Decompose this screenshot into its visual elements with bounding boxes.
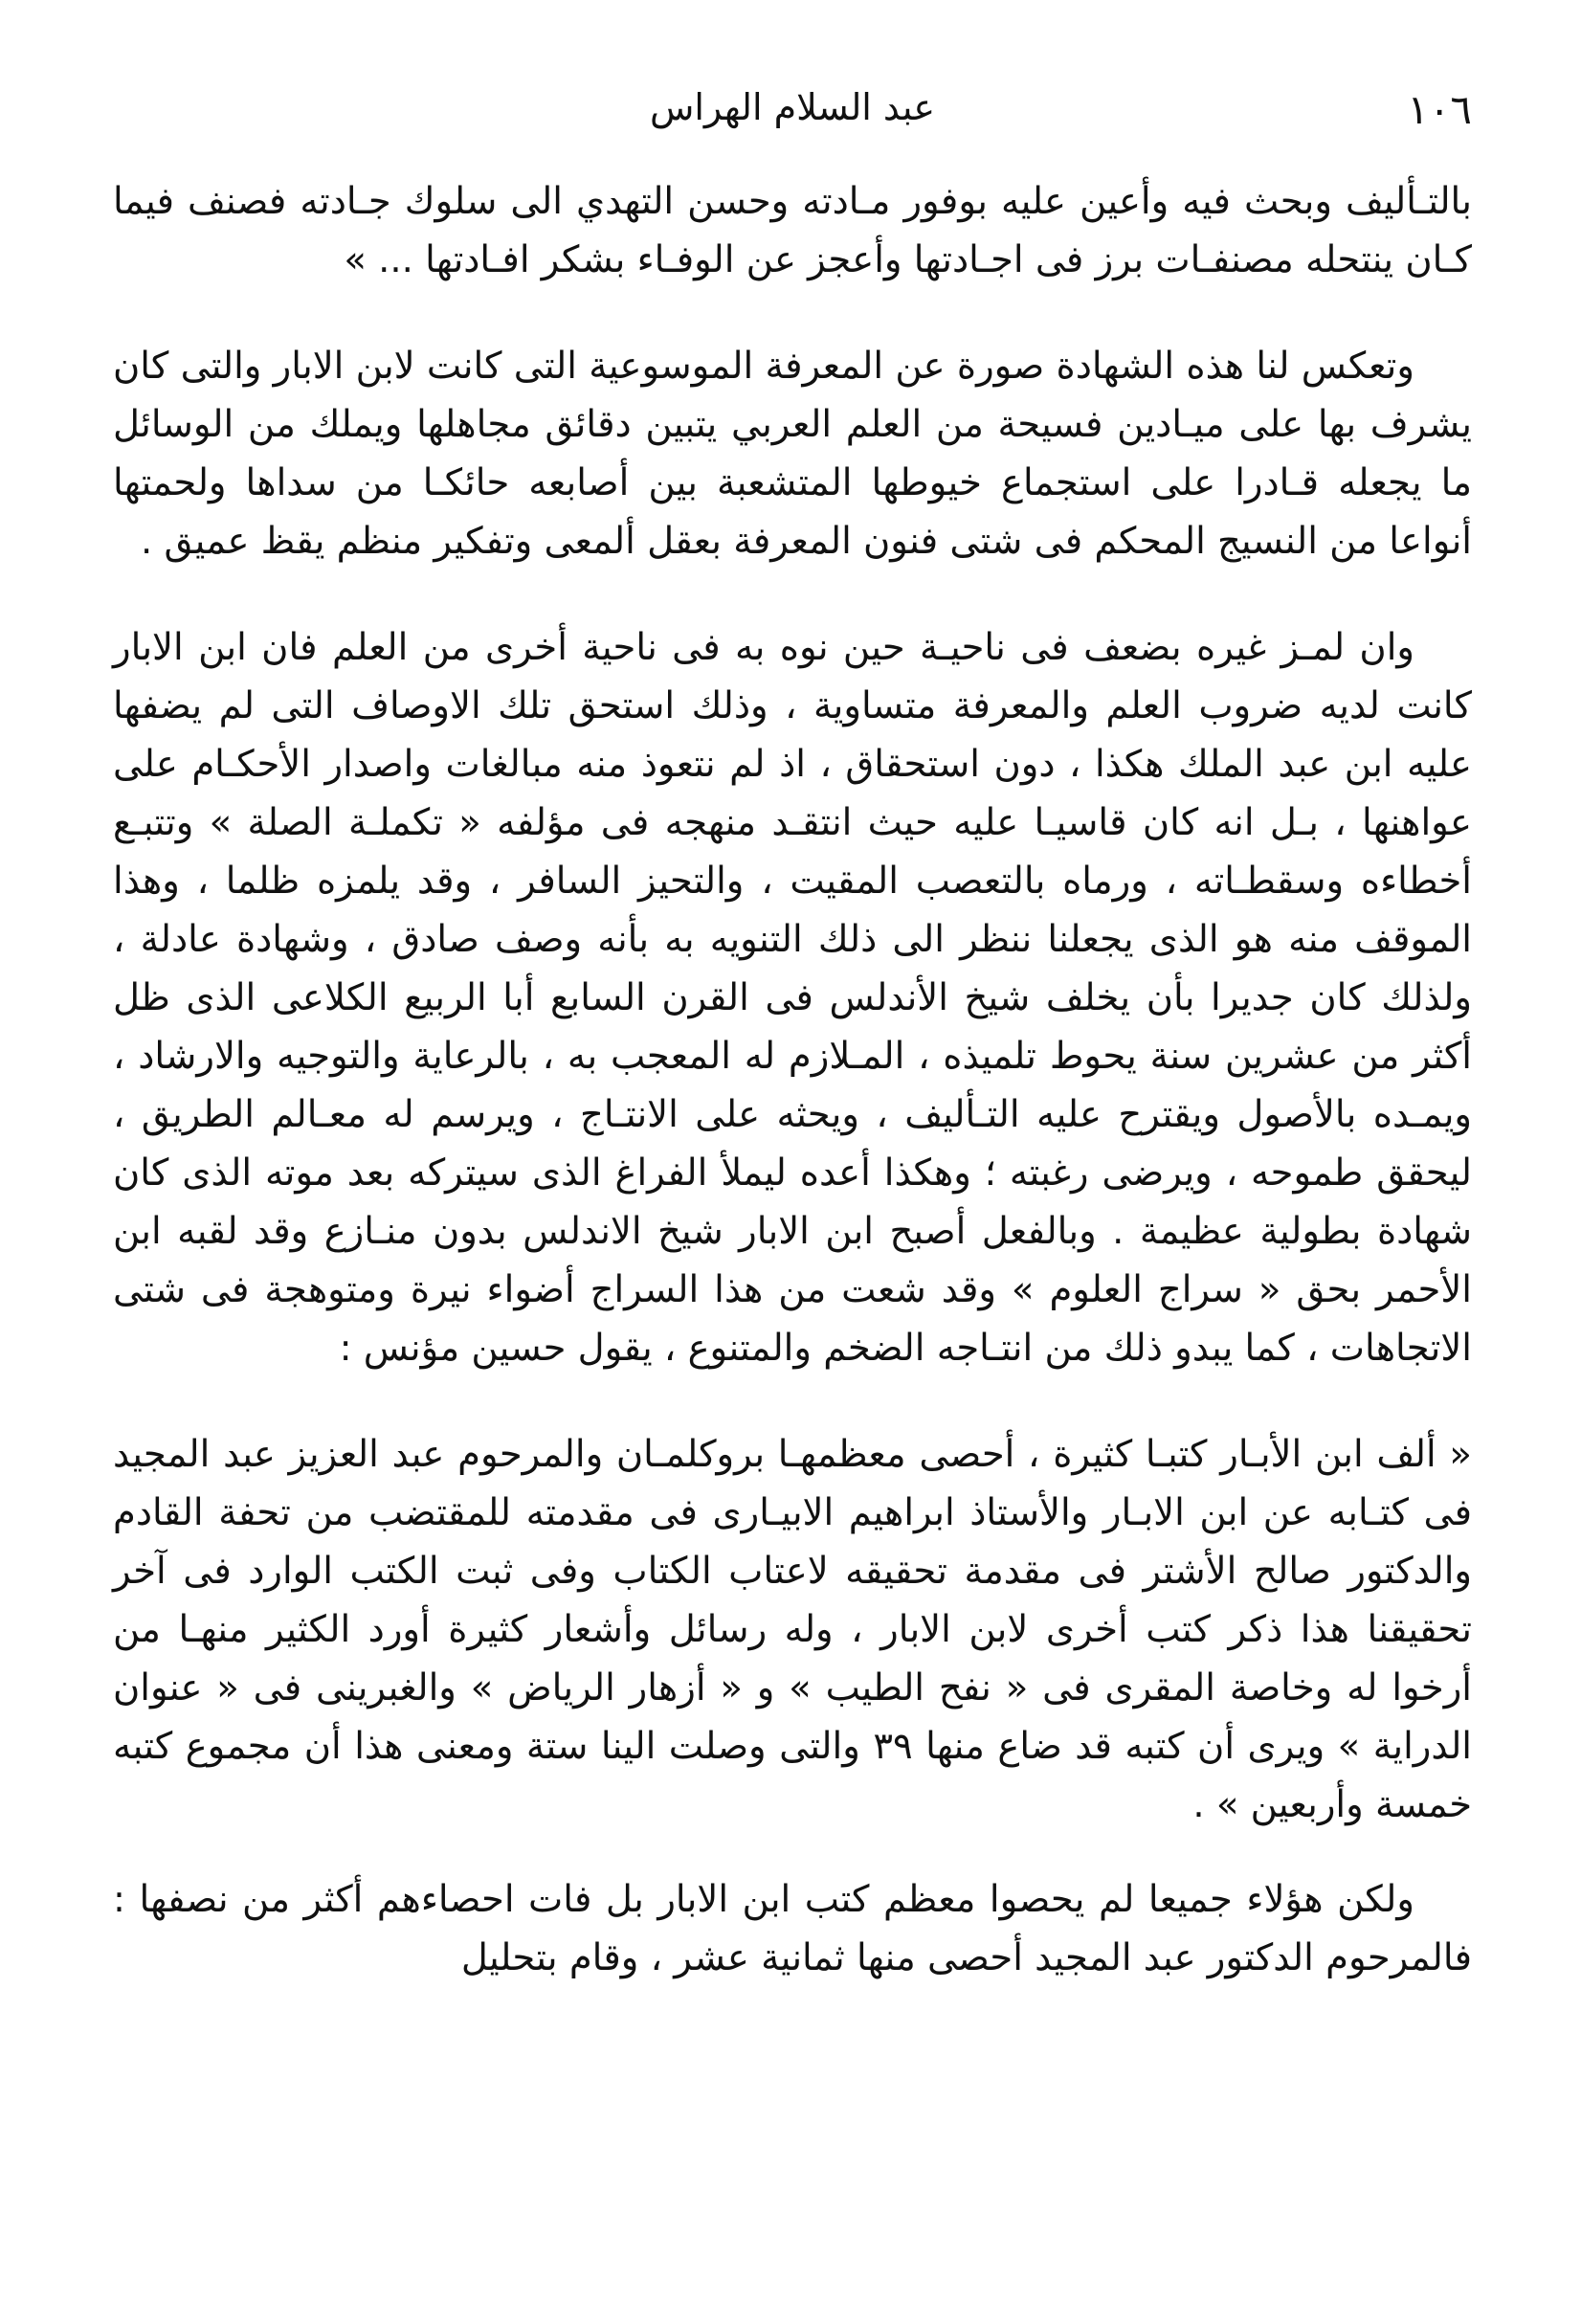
page-number: ١٠٦ — [1407, 86, 1472, 133]
book-page — [113, 67, 1472, 2268]
paragraph-encyclopedic-knowledge: وتعكس لنا هذه الشهادة صورة عن المعرفة الموسوعية التى كانت لابن الابار والتى كان يشرف بها على ميـادين فسيحة من العلم العربي يتبين دقائق مجاهلها ويملك من الوسائل ما يجعله قـادرا على استجماع خيوطها المتشعبة بين أصابعه حائكـا من سداها ولحمتها أنواعا من النسيج المحكم فى شتى فنون المعرفة بعقل ألمعى وتفكير منظم يقظ عميق . — [113, 345, 1472, 563]
running-header — [113, 67, 1472, 172]
paragraph-ibn-abd-al-malik: وان لمـز غيره بضعف فى ناحيـة حين نوه به فى ناحية أخرى من العلم فان ابن الابار كانت لديه ضروب العلم والمعرفة متساوية ، وذلك استحق تلك الاوصاف التى لم يضفها عليه ابن عبد الملك هكذا ، دون استحقاق ، اذ لم نتعوذ منه مبالغات واصدار الأحكـام على عواهنها ، بـل انه كان قاسيـا عليه حيث انتقـد منهجه فى مؤلفه « تكملـة الصلة » وتتبـع أخطاءه وسقطـاته ، ورماه بالتعصب المقيت ، والتحيز السافر ، وقد يلمزه ظلما ، وهذا الموقف منه هو الذى يجعلنا ننظر الى ذلك التنويه به بأنه وصف صادق ، وشهادة عادلة ، ولذلك كان جديرا بأن يخلف شيخ الأندلس فى القرن السابع أبا الربيع الكلاعى الذى ظل أكثر من عشرين سنة يحوط تلميذه ، المـلازم له المعجب به ، بالرعاية والتوجيه والارشاد ، ويمـده بالأصول ويقترح عليه التـأليف ، ويحثه على الانتـاج ، ويرسم له معـالم الطريق ، ليحقق طموحه ، ويرضى رغبته ؛ وهكذا أعده ليملأ الفراغ الذى سيتركه بعد موته الذى كان شهادة بطولية عظيمة . وبالفعل أصبح ابن الابار شيخ الاندلس بدون منـازع وقد لقبه ابن الأحمر بحق « سراج العلوم » وقد شعت من هذا السراج أضواء نيرة ومتوهجة فى شتى الاتجاهات ، كما يبدو ذلك من انتـاجه الضخم والمتنوع ، يقول حسين مؤنس : — [113, 626, 1472, 1370]
paragraph-works-count: ولكن هؤلاء جميعا لم يحصوا معظم كتب ابن الابار بل فات احصاءهم أكثر من نصفها : فالمرحوم الدكتور عبد المجيد أحصى منها ثمانية عشر ، وقام بتحليل — [113, 1878, 1472, 1979]
paragraph-quote-continuation: بالتـأليف وبحث فيه وأعين عليه بوفور مـادته وحسن التهدي الى سلوك جـادته فصنف فيما كـان ينتحله مصنفـات برز فى اجـادتها وأعجز عن الوفـاء بشكر افـادتها ... » — [113, 180, 1472, 281]
paragraph-husayn-munis-quote: « ألف ابن الأبـار كتبـا كثيرة ، أحصى معظمهـا بروكلمـان والمرحوم عبد العزيز عبد المجيد فى كتـابه عن ابن الابـار والأستاذ ابراهيم الابيـارى فى مقدمته للمقتضب من تحفة القادم والدكتور صالح الأشتر فى مقدمة تحقيقه لاعتاب الكتاب وفى ثبت الكتب الوارد فى آخر تحقيقنا هذا ذكر كتب أخرى لابن الابار ، وله رسائل وأشعار كثيرة أورد الكثير منهـا من أرخوا له وخاصة المقرى فى « نفح الطيب » و « أزهار الرياض » والغبرينى فى « عنوان الدراية » ويرى أن كتبه قد ضاع منها ٣٩ والتى وصلت الينا ستة ومعنى هذا أن مجموع كتبه خمسة وأربعين » . — [113, 1433, 1472, 1826]
running-head-author: عبد السلام الهراس — [649, 86, 936, 128]
body-text — [113, 172, 1472, 1987]
